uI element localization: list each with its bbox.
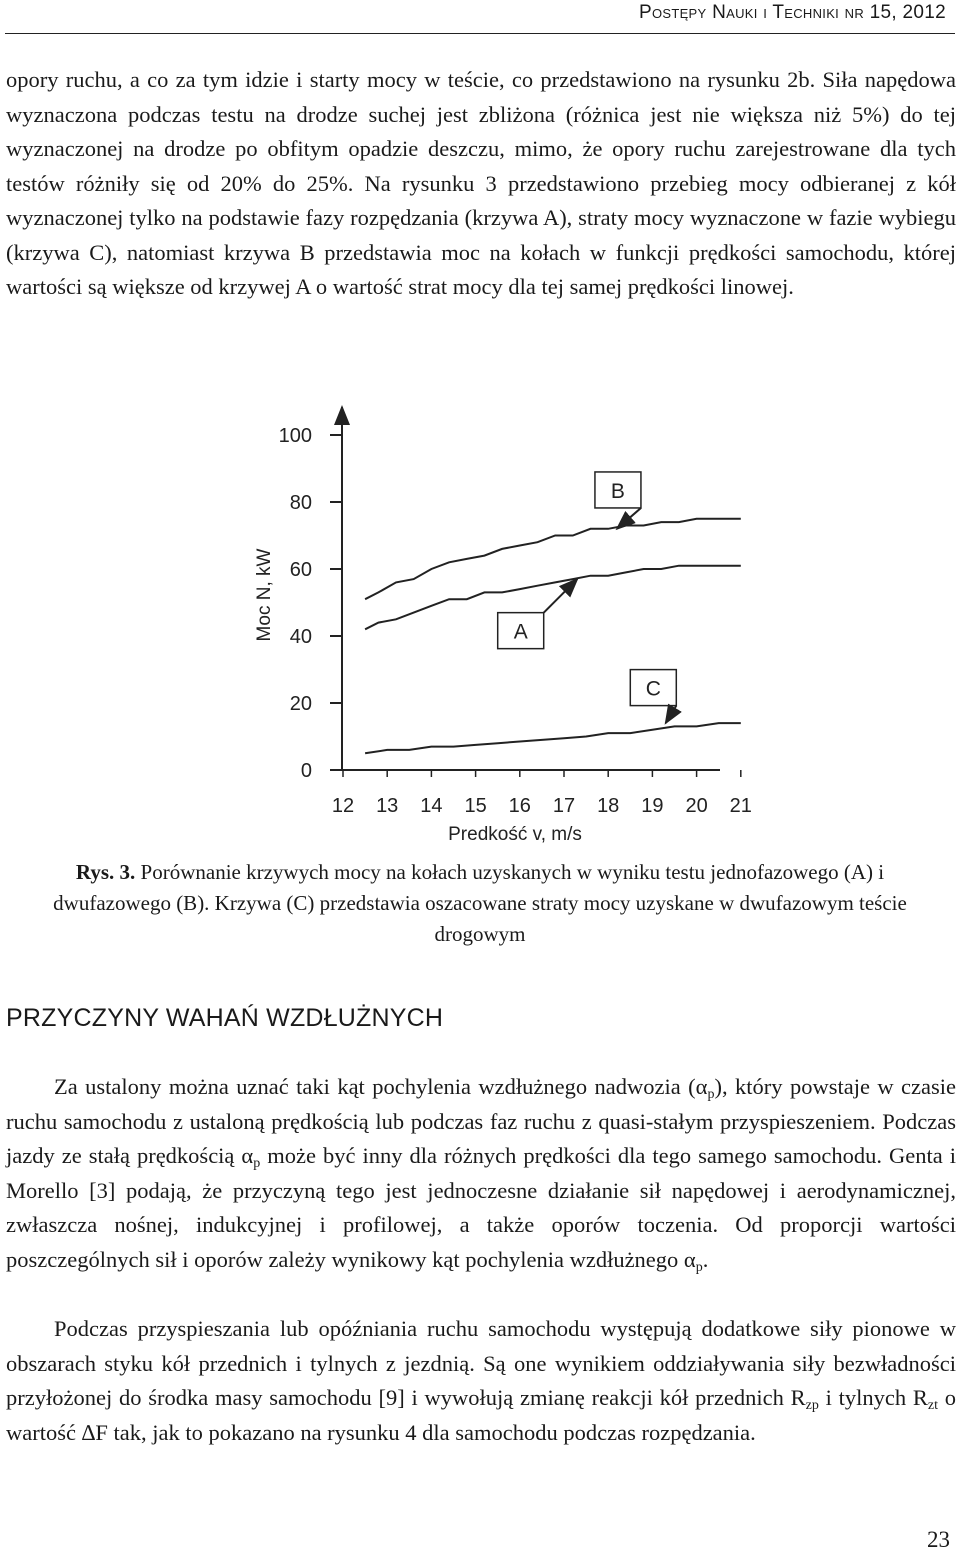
label-b: B	[610, 479, 625, 503]
p2-text-1: Za ustalony można uznać taki kąt pochylenia wzdłużnego nadwozia (α	[54, 1074, 708, 1099]
x-tick-label: 20	[685, 795, 708, 817]
x-tick-label: 21	[729, 795, 752, 817]
y-tick-label: 20	[289, 693, 312, 715]
p2-sub-3: p	[695, 1259, 703, 1275]
arrow-c	[666, 706, 677, 724]
y-axis-label: Moc N, kW	[254, 548, 275, 642]
p2-text-3: może być inny dla różnych prędkości dla tego samego samochodu. Genta i Morello [3] podają, że przyczyną tego jest jednoczesne działanie sił napędowej i aerodynamicznej, zwłaszcza nośnej, indukcyjnej i profilowej, a także oporów toczenia. Od proporcji wartości poszczególnych sił i oporów zależy wynikowy kąt pochylenia wzdłużnego α	[6, 1143, 956, 1272]
p3-sub-1: zp	[805, 1398, 819, 1413]
header-rule	[5, 33, 955, 34]
paragraph-1: opory ruchu, a co za tym idzie i starty mocy w teście, co przedstawiono na rysunku 2b. Siła napędowa wyznaczona podczas testu na drodze suchej jest zbliżona (różnica jest nie większa niż 5%) do tej wyznaczonej na drodze po obfitym opadzie deszczu, mimo, że opory ruchu zarejestrowane dla tych testów różniły się od 20% do 25%. Na rysunku 3 przedstawiono przebieg mocy odbieranej z kół wyznaczonej tylko na podstawie fazy rozpędzania (krzywa A), straty mocy wyznaczone w fazie wybiegu (krzywa C), natomiast krzywa B przedstawia moc na kołach w funkcji prędkości samochodu, której wartości są większe od krzywej A o wartość strat mocy dla tej samej prędkości linowej.	[6, 67, 956, 299]
caption-text: Porównanie krzywych mocy na kołach uzyskanych w wyniku testu jednofazowego (A) i dwufazowego (B). Krzywa (C) przedstawia oszacowane straty mocy uzyskane w dwufazowym teście drogowym	[53, 860, 907, 946]
y-tick-label: 40	[289, 626, 312, 648]
label-a: A	[513, 620, 528, 644]
y-tick-label: 0	[300, 760, 312, 782]
x-tick-label: 12	[331, 795, 355, 817]
running-header: Postępy Nauki i Techniki nr 15, 2012	[638, 2, 946, 23]
paragraph-3	[6, 1312, 956, 1450]
p2-text-4: .	[702, 1246, 709, 1272]
x-tick-label: 14	[420, 795, 443, 817]
figure-caption	[40, 857, 920, 950]
y-tick-label: 80	[289, 492, 312, 514]
x-tick-label: 13	[376, 795, 399, 817]
y-tick-label: 100	[278, 425, 312, 447]
power-curves-chart	[230, 395, 752, 850]
p3-text-2: i tylnych R	[818, 1385, 928, 1410]
x-tick-label: 18	[597, 795, 620, 817]
figure-3-chart	[230, 395, 752, 850]
page-number: 23	[927, 1527, 950, 1552]
caption-label: Rys. 3.	[75, 860, 136, 884]
p3-text-3: o wartość ∆F tak, jak to pokazano na rysunku 4 dla samochodu podczas rozpędzania.	[6, 1385, 956, 1445]
y-tick-label: 60	[289, 559, 312, 581]
x-axis-label: Predkość v, m/s	[448, 824, 582, 845]
section-title: PRZYCZYNY WAHAŃ WZDŁUŻNYCH	[6, 1004, 444, 1032]
p2-sub-2: p	[253, 1156, 261, 1171]
x-tick-label: 15	[464, 795, 487, 817]
paragraph-2	[6, 1070, 956, 1277]
curve-b	[365, 519, 741, 599]
curve-c	[365, 723, 741, 753]
x-tick-label: 16	[508, 795, 531, 817]
p2-text-2: ), który powstaje w czasie ruchu samochodu z ustaloną prędkością lub podczas faz ruchu z quasi-stałym przyspieszeniem. Podczas jazdy ze stałą prędkością α	[6, 1074, 956, 1168]
p3-sub-2: zt	[927, 1398, 938, 1413]
x-tick-label: 17	[552, 795, 576, 817]
x-tick-label: 19	[641, 795, 664, 817]
p2-sub-1: p	[707, 1087, 715, 1102]
p3-text-1: Podczas przyspieszania lub opóźniania ruchu samochodu występują dodatkowe siły pionowe w obszarach styku kół przednich i tylnych z jezdnią. Są one wynikiem oddziaływania siły bezwładności przyłożonej do środka masy samochodu [9] i wywołują zmianę reakcji kół przednich R	[6, 1316, 956, 1410]
label-c: C	[645, 677, 661, 701]
